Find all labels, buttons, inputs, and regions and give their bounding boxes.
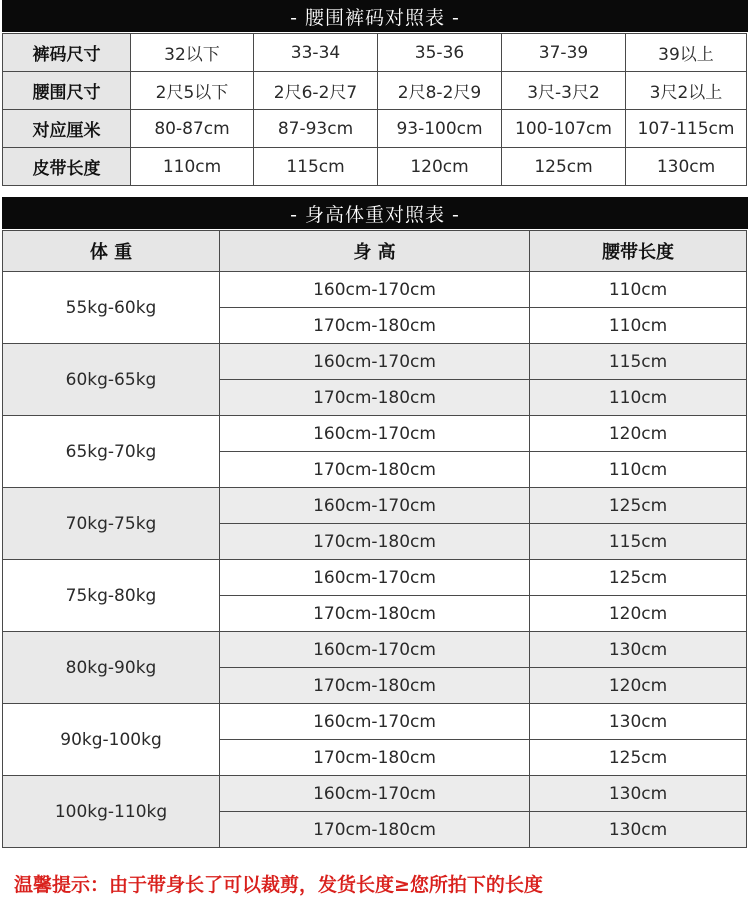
- table-cell: 33-34: [254, 34, 378, 72]
- height-weight-table: [2, 230, 747, 848]
- table-cell: 120cm: [378, 148, 502, 186]
- height-cell: 170cm-180cm: [220, 596, 530, 632]
- table-row: [3, 560, 747, 596]
- table-cell: 2尺6-2尺7: [254, 72, 378, 110]
- table-row: [3, 776, 747, 812]
- size-row-belt-length: [3, 148, 747, 186]
- weight-cell: 60kg-65kg: [3, 344, 220, 416]
- table-header-row: [3, 231, 747, 272]
- belt-cell: 125cm: [530, 488, 747, 524]
- weight-cell: 100kg-110kg: [3, 776, 220, 848]
- belt-cell: 110cm: [530, 272, 747, 308]
- height-cell: 170cm-180cm: [220, 740, 530, 776]
- height-cell: 170cm-180cm: [220, 380, 530, 416]
- warm-tip-label: 温馨提示：: [14, 874, 110, 896]
- height-weight-chart-banner: [2, 197, 748, 229]
- height-cell: 160cm-170cm: [220, 272, 530, 308]
- table-cell: 3尺2以上: [626, 72, 747, 110]
- belt-cell: 120cm: [530, 668, 747, 704]
- belt-cell: 130cm: [530, 632, 747, 668]
- table-row: [3, 416, 747, 452]
- belt-cell: 115cm: [530, 524, 747, 560]
- belt-cell: 130cm: [530, 776, 747, 812]
- height-cell: 170cm-180cm: [220, 812, 530, 848]
- header-belt-length: 腰带长度: [530, 231, 747, 272]
- belt-cell: 115cm: [530, 344, 747, 380]
- weight-cell: 65kg-70kg: [3, 416, 220, 488]
- height-cell: 170cm-180cm: [220, 308, 530, 344]
- table-cell: 35-36: [378, 34, 502, 72]
- size-row-centimeters: [3, 110, 747, 148]
- row-label-centimeters: 对应厘米: [3, 110, 131, 148]
- table-cell: 115cm: [254, 148, 378, 186]
- belt-cell: 130cm: [530, 812, 747, 848]
- table-row: [3, 488, 747, 524]
- table-cell: 125cm: [502, 148, 626, 186]
- size-row-pants-size: [3, 34, 747, 72]
- belt-cell: 125cm: [530, 560, 747, 596]
- size-row-waist-size: [3, 72, 747, 110]
- weight-cell: 80kg-90kg: [3, 632, 220, 704]
- table-cell: 39以上: [626, 34, 747, 72]
- belt-cell: 120cm: [530, 416, 747, 452]
- row-label-waist-size: 腰围尺寸: [3, 72, 131, 110]
- belt-cell: 110cm: [530, 380, 747, 416]
- height-cell: 160cm-170cm: [220, 560, 530, 596]
- table-cell: 2尺8-2尺9: [378, 72, 502, 110]
- table-cell: 32以下: [131, 34, 254, 72]
- height-cell: 160cm-170cm: [220, 416, 530, 452]
- table-row: [3, 344, 747, 380]
- table-cell: 130cm: [626, 148, 747, 186]
- table-cell: 100-107cm: [502, 110, 626, 148]
- height-cell: 160cm-170cm: [220, 776, 530, 812]
- waist-size-chart-title: - 腰围裤码对照表 -: [290, 6, 460, 29]
- weight-cell: 90kg-100kg: [3, 704, 220, 776]
- height-cell: 170cm-180cm: [220, 668, 530, 704]
- height-cell: 160cm-170cm: [220, 632, 530, 668]
- height-cell: 160cm-170cm: [220, 488, 530, 524]
- row-label-belt-length: 皮带长度: [3, 148, 131, 186]
- row-label-pants-size: 裤码尺寸: [3, 34, 131, 72]
- waist-size-table: [2, 33, 747, 186]
- belt-cell: 125cm: [530, 740, 747, 776]
- table-row: [3, 272, 747, 308]
- table-cell: 110cm: [131, 148, 254, 186]
- table-cell: 107-115cm: [626, 110, 747, 148]
- weight-cell: 70kg-75kg: [3, 488, 220, 560]
- table-cell: 80-87cm: [131, 110, 254, 148]
- belt-cell: 110cm: [530, 452, 747, 488]
- table-cell: 2尺5以下: [131, 72, 254, 110]
- table-cell: 87-93cm: [254, 110, 378, 148]
- weight-cell: 55kg-60kg: [3, 272, 220, 344]
- height-cell: 160cm-170cm: [220, 344, 530, 380]
- height-cell: 160cm-170cm: [220, 704, 530, 740]
- table-cell: 37-39: [502, 34, 626, 72]
- height-cell: 170cm-180cm: [220, 452, 530, 488]
- height-weight-chart-title: - 身高体重对照表 -: [290, 203, 460, 226]
- header-height: 身 高: [220, 231, 530, 272]
- belt-cell: 120cm: [530, 596, 747, 632]
- table-cell: 3尺-3尺2: [502, 72, 626, 110]
- weight-cell: 75kg-80kg: [3, 560, 220, 632]
- warm-tip-text: 由于带身长了可以裁剪，发货长度≥您所拍下的长度: [109, 874, 543, 896]
- table-row: [3, 632, 747, 668]
- warm-tip: [14, 870, 543, 897]
- table-row: [3, 704, 747, 740]
- table-cell: 93-100cm: [378, 110, 502, 148]
- belt-cell: 130cm: [530, 704, 747, 740]
- waist-size-chart-banner: [2, 0, 748, 32]
- header-weight: 体 重: [3, 231, 220, 272]
- height-cell: 170cm-180cm: [220, 524, 530, 560]
- belt-cell: 110cm: [530, 308, 747, 344]
